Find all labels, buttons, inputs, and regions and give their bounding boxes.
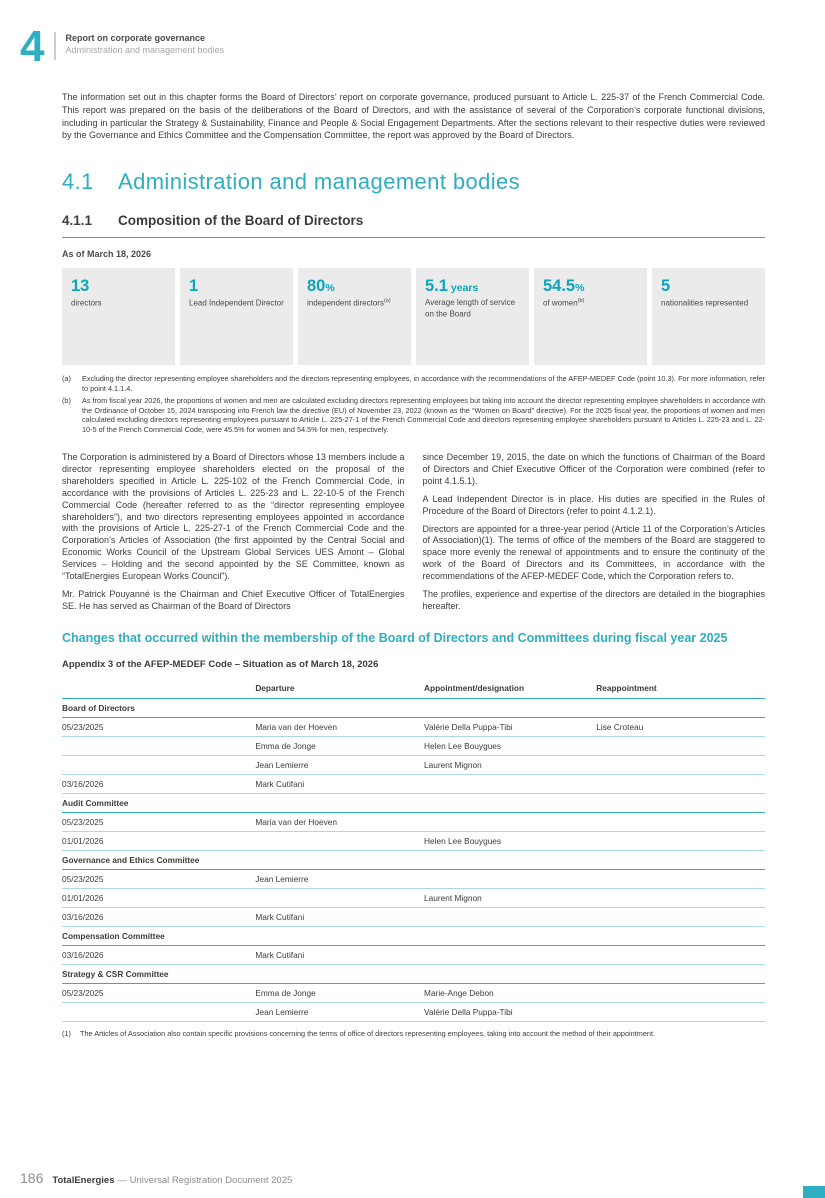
section-title: Administration and management bodies — [118, 169, 521, 195]
intro-paragraph: The information set out in this chapter forms the Board of Directors’ report on corporate governance, produced pursuant to Article L. 225-37 of the French Commercial Code. This report was prepared on the basis of the deliberations of the Board of Directors, and with the assistance of several of the Corporation’s corporate functional divisions, including in particular the Strategy & Sustainability, Finance and People & Social Engagement Departments. After the sections relevant to their respective duties were reviewed by the Governance and Ethics Committee and the Compensation Committee, the report was approved by the Board of Directors. — [62, 92, 765, 141]
body-column-left — [62, 452, 405, 613]
chapter-banner — [20, 22, 825, 71]
subsection-title: Composition of the Board of Directors — [118, 213, 364, 229]
stat-label-sup: (a) — [383, 298, 391, 305]
stat-value-number: 1 — [189, 277, 199, 296]
table-cell — [596, 736, 765, 755]
page-root — [0, 22, 825, 1198]
table-cell: Mark Cutifani — [255, 774, 424, 793]
footnote-text: The Articles of Association also contain specific provisions concerning the terms of office of directors representing employees, taking into account the method of their appointment. — [80, 1028, 656, 1038]
paragraph: Mr. Patrick Pouyanné is the Chairman and Chief Executive Officer of TotalEnergies SE. He has served as Chairman of the Board of Directors — [62, 588, 405, 611]
footnote-text: As from fiscal year 2026, the proportions of women and men are calculated excluding directors representing employees but taking into account the director representing employee shareholders in accordance with the Ordinance of October 15, 2024 transposing into French law the directive (EU) of November 23, 2022 (known as the “Women on Board” directive). For the 2025 fiscal year, the proportions of women and men calculated excluding directors representing employees pursuant to Article L. 225-27-1 of the French Commercial Code and directors representing employee shareholders pursuant to Articles L. 225-23 and L. 22-10-5 of the French Commercial Code, were 45.5% for women and 54.5% for men, respectively. — [82, 395, 765, 435]
stat-label — [661, 298, 756, 309]
table-cell: Helen Lee Bouygues — [424, 831, 596, 850]
table-cell — [596, 774, 765, 793]
table-cell — [596, 1002, 765, 1021]
stat-value-number: 5.1 — [425, 277, 448, 296]
table-cell: 01/01/2026 — [62, 831, 255, 850]
stat-label-text: nationalities represented — [661, 298, 749, 308]
table-row — [62, 907, 765, 926]
stat-value-number: 5 — [661, 277, 671, 296]
chapter-header-text — [65, 30, 224, 55]
appendix-heading: Appendix 3 of the AFEP-MEDEF Code – Situation as of March 18, 2026 — [62, 658, 379, 670]
table-cell — [255, 888, 424, 907]
table-cell — [424, 774, 596, 793]
table-cell: Emma de Jonge — [255, 736, 424, 755]
table-section-row — [62, 926, 765, 945]
table-row — [62, 717, 765, 736]
table-cell — [596, 812, 765, 831]
stat-card-women — [534, 268, 647, 365]
table-cell — [255, 831, 424, 850]
table-section-title: Audit Committee — [62, 793, 765, 812]
table-cell — [62, 755, 255, 774]
table-cell: Emma de Jonge — [255, 983, 424, 1002]
table-cell: 05/23/2025 — [62, 717, 255, 736]
col-header-reappointment: Reappointment — [596, 679, 765, 699]
col-header-departure: Departure — [255, 679, 424, 699]
stat-footnotes — [62, 374, 765, 435]
table-cell — [596, 907, 765, 926]
changes-table-body — [62, 698, 765, 1021]
table-cell: Maria van der Hoeven — [255, 812, 424, 831]
table-cell: Lise Croteau — [596, 717, 765, 736]
stat-value — [307, 277, 402, 295]
table-cell — [62, 736, 255, 755]
table-cell: Jean Lemierre — [255, 1002, 424, 1021]
section-heading — [62, 169, 765, 195]
table-cell: 03/16/2026 — [62, 774, 255, 793]
footnote-b — [62, 396, 765, 435]
chapter-subtitle: Administration and management bodies — [65, 45, 225, 55]
page-number: 186 — [20, 1170, 44, 1186]
body-columns — [62, 452, 765, 613]
table-cell: Laurent Mignon — [424, 755, 596, 774]
footnote-marker: (1) — [62, 1028, 71, 1038]
table-row — [62, 945, 765, 964]
table-cell: 03/16/2026 — [62, 907, 255, 926]
stat-value — [71, 277, 166, 295]
stat-value — [543, 277, 638, 295]
table-cell: Maria van der Hoeven — [255, 717, 424, 736]
table-cell: Valérie Della Puppa-Tibi — [424, 1002, 596, 1021]
stat-label-text: Average length of service on the Board — [425, 298, 516, 319]
table-row — [62, 869, 765, 888]
table-cell — [596, 755, 765, 774]
table-row — [62, 888, 765, 907]
table-row — [62, 983, 765, 1002]
table-section-row — [62, 850, 765, 869]
stat-value — [425, 277, 520, 295]
table-cell — [424, 907, 596, 926]
table-cell — [424, 812, 596, 831]
page-edge-tab — [803, 1186, 825, 1198]
table-cell: Laurent Mignon — [424, 888, 596, 907]
footnote-1 — [62, 1029, 765, 1038]
table-cell: 05/23/2025 — [62, 869, 255, 888]
stat-card-independent-directors — [298, 268, 411, 365]
section-number: 4.1 — [62, 169, 94, 195]
stat-label-text: directors — [71, 298, 102, 308]
stat-label-text: Lead Independent Director — [189, 298, 284, 308]
table-row — [62, 755, 765, 774]
chapter-divider — [54, 32, 56, 60]
stat-label-sup: (b) — [577, 298, 585, 305]
subsection-number: 4.1.1 — [62, 213, 93, 229]
table-cell: Marie-Ange Debon — [424, 983, 596, 1002]
stat-card-average-length-of-service — [416, 268, 529, 365]
stat-value-number: 80 — [307, 277, 326, 296]
subsection-heading — [62, 213, 765, 238]
table-cell: 03/16/2026 — [62, 945, 255, 964]
page-content — [62, 91, 765, 1038]
table-cell: 01/01/2026 — [62, 888, 255, 907]
table-row — [62, 812, 765, 831]
table-cell — [596, 888, 765, 907]
table-section-title: Strategy & CSR Committee — [62, 964, 765, 983]
as-of-date: As of March 18, 2026 — [62, 249, 152, 260]
changes-heading: Changes that occurred within the membership of the Board of Directors and Committees during fiscal year 2025 — [62, 630, 728, 645]
table-section-row — [62, 698, 765, 717]
stat-label — [543, 298, 638, 309]
footnote-marker: (b) — [62, 395, 71, 405]
table-cell: Jean Lemierre — [255, 869, 424, 888]
table-cell: 05/23/2025 — [62, 983, 255, 1002]
table-header-row — [62, 679, 765, 699]
footer-text: — Universal Registration Document 2025 — [117, 1175, 293, 1186]
table-cell — [596, 869, 765, 888]
footnote-text: Excluding the director representing employee shareholders and the directors representing employees, in accordance with the recommendations of the AFEP-MEDEF Code (point 10.3). For more information, refer to point 4.1.1.4. — [82, 374, 765, 393]
table-cell: 05/23/2025 — [62, 812, 255, 831]
stat-card-lead-independent-director — [180, 268, 293, 365]
table-cell — [596, 983, 765, 1002]
table-section-row — [62, 964, 765, 983]
table-row — [62, 831, 765, 850]
chapter-number: 4 — [20, 22, 45, 71]
table-cell — [424, 869, 596, 888]
footer-brand: TotalEnergies — [52, 1175, 115, 1186]
stat-card-directors — [62, 268, 175, 365]
stat-value-unit: years — [447, 282, 479, 295]
paragraph: Directors are appointed for a three-year period (Article 11 of the Corporation’s Articles of Association)(1). The terms of office of the members of the Board are staggered to space more evenly the renewal of appointments and to ensure the continuity of the work of the Board of Directors and its Committees, in accordance with the recommendations of the AFEP-MEDEF Code, which the Corporation refers to. — [422, 523, 765, 581]
body-column-right — [423, 452, 766, 613]
col-header-empty — [62, 679, 255, 699]
table-section-title: Compensation Committee — [62, 926, 765, 945]
table-section-row — [62, 793, 765, 812]
stat-label — [307, 298, 402, 309]
footnote-a — [62, 374, 765, 394]
stat-value — [189, 277, 284, 295]
stat-label — [189, 298, 284, 309]
stat-label — [425, 298, 520, 319]
chapter-title: Report on corporate governance — [65, 33, 206, 43]
paragraph: A Lead Independent Director is in place. His duties are specified in the Rules of Procedure of the Board of Directors (refer to point 4.1.2.1). — [422, 493, 765, 516]
stat-value-number: 13 — [71, 277, 90, 296]
table-cell — [596, 831, 765, 850]
changes-table — [62, 679, 765, 1022]
page-footer — [20, 1170, 292, 1186]
table-section-title: Governance and Ethics Committee — [62, 850, 765, 869]
table-cell — [596, 945, 765, 964]
stat-label-text: of women — [543, 298, 578, 308]
table-cell — [62, 1002, 255, 1021]
stat-value — [661, 277, 756, 295]
stat-label-text: independent directors — [307, 298, 384, 308]
table-row — [62, 1002, 765, 1021]
table-cell: Mark Cutifani — [255, 907, 424, 926]
col-header-appointment: Appointment/designation — [424, 679, 596, 699]
stat-label — [71, 298, 166, 309]
stat-card-nationalities — [652, 268, 765, 365]
stat-value-number: 54.5 — [543, 277, 576, 296]
table-cell: Jean Lemierre — [255, 755, 424, 774]
table-row — [62, 736, 765, 755]
table-cell: Mark Cutifani — [255, 945, 424, 964]
table-row — [62, 774, 765, 793]
paragraph: since December 19, 2015, the date on which the functions of Chairman of the Board of Directors and Chief Executive Officer of the Corporation were combined (refer to point 4.1.5.1). — [422, 452, 765, 486]
paragraph: The Corporation is administered by a Board of Directors whose 13 members include a director representing employee shareholders elected on the proposal of the shareholders specified in Article L. 225-102 of the French Commercial Code, in accordance with the provisions of Articles L. 225-23 and L. 22-10-5 of the French Commercial Code (hereafter referred to as the “director representing employee shareholders”), and two directors representing employees appointed in accordance with the provisions of Article L. 225-27-1 of the French Commercial Code and the Corporation’s Articles of Association (the first appointed by the Central Social and Economic Works Council of the Upstream Global Services UES Amont – Global Services – Holding and the second appointed by the SE Committee, known as “TotalEnergies European Works Council”). — [62, 452, 405, 581]
stat-value-unit: % — [325, 282, 335, 295]
table-cell — [424, 945, 596, 964]
stat-value-unit: % — [575, 282, 585, 295]
table-cell: Valérie Della Puppa-Tibi — [424, 717, 596, 736]
stats-row — [62, 268, 765, 365]
table-section-title: Board of Directors — [62, 698, 765, 717]
table-cell: Helen Lee Bouygues — [424, 736, 596, 755]
paragraph: The profiles, experience and expertise of the directors are detailed in the biographies hereafter. — [422, 588, 765, 611]
footnote-marker: (a) — [62, 374, 71, 384]
